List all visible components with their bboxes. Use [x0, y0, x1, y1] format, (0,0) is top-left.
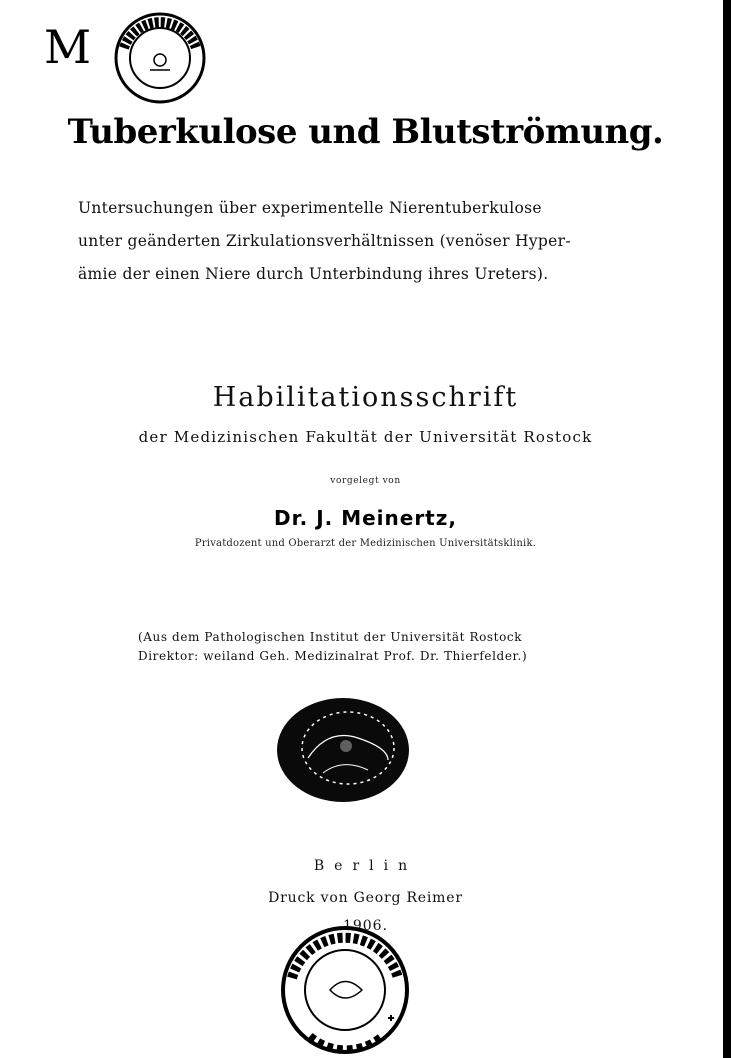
- book-title: Tuberkulose und Blutströmung.: [67, 112, 664, 152]
- author-name: Dr. J. Meinertz,: [274, 506, 457, 530]
- faculty-line: der Medizinischen Fakultät der Universität Rostock: [138, 428, 593, 446]
- book-subtitle: [78, 192, 618, 291]
- presented-by: vorgelegt von: [330, 476, 401, 486]
- library-stamp-bottom: [270, 918, 420, 1058]
- institute-note: [138, 628, 588, 666]
- subtitle-line: unter geänderten Zirkulationsverhältnissen (venöser Hyper-: [78, 232, 571, 250]
- subtitle-line: ämie der einen Niere durch Unterbindung ihres Ureters).: [78, 265, 549, 283]
- publication-year: 1906.: [342, 918, 389, 934]
- institute-line: Direktor: weiland Geh. Medizinalrat Prof. Dr. Thierfelder.): [138, 649, 528, 663]
- publication-city: Berlin: [313, 858, 418, 874]
- library-stamp-top: [110, 8, 210, 108]
- institute-line: (Aus dem Pathologischen Institut der Universität Rostock: [138, 630, 523, 644]
- shelf-mark: M: [44, 20, 92, 74]
- subtitle-line: Untersuchungen über experimentelle Nierentuberkulose: [78, 199, 542, 217]
- printer-line: Druck von Georg Reimer: [268, 890, 463, 906]
- emblem-stamp: [268, 688, 418, 810]
- habilitation-heading: Habilitationsschrift: [212, 382, 519, 413]
- author-role: Privatdozent und Oberarzt der Medizinischen Universitätsklinik.: [194, 538, 537, 549]
